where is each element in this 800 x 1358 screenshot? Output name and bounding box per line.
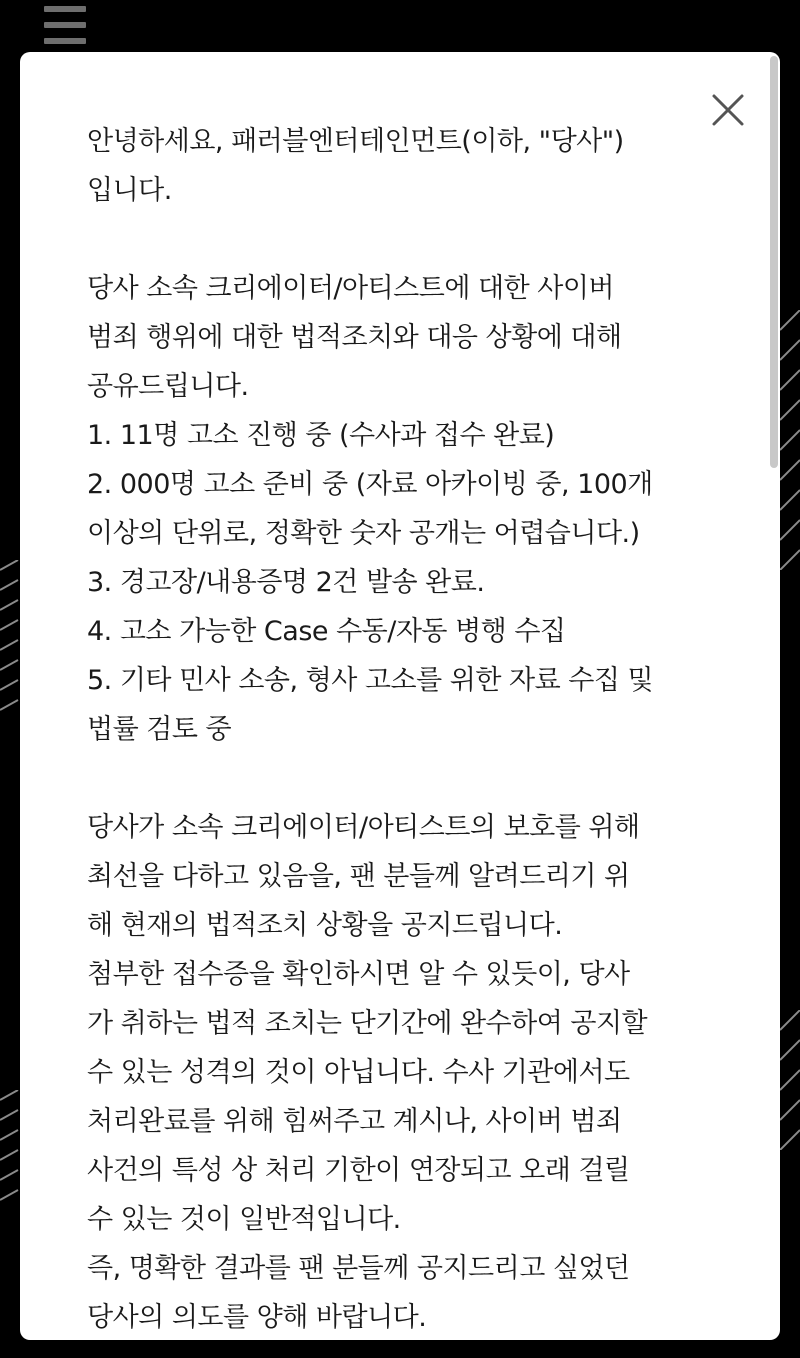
notice-line: 처리완료를 위해 힘써주고 계시나, 사이버 범죄 (87, 1106, 622, 1137)
background-pattern-right (780, 1010, 800, 1150)
blank-line (87, 215, 717, 264)
list-item: 3. 경고장/내용증명 2건 발송 완료. (87, 567, 485, 598)
notice-line: 공유드립니다. (87, 371, 249, 402)
notice-line: 해 현재의 법적조치 상황을 공지드립니다. (87, 910, 563, 941)
background-pattern-left (0, 1090, 20, 1210)
hamburger-bar (44, 6, 86, 12)
notice-line: 첨부한 접수증을 확인하시면 알 수 있듯이, 당사 (87, 959, 630, 990)
notice-line: 가 취하는 법적 조치는 단기간에 완수하여 공지할 (87, 1008, 648, 1039)
hamburger-bar (44, 38, 86, 44)
notice-line: 사건의 특성 상 처리 기한이 연장되고 오래 걸릴 (87, 1155, 630, 1186)
notice-line: 입니다. (87, 175, 172, 206)
blank-line (87, 754, 717, 803)
list-item: 법률 검토 중 (87, 714, 232, 745)
notice-line: 최선을 다하고 있음을, 팬 분들께 알려드리기 위 (87, 861, 630, 892)
list-item: 4. 고소 가능한 Case 수동/자동 병행 수집 (87, 616, 566, 647)
notice-line: 즉, 명확한 결과를 팬 분들께 공지드리고 싶었던 (87, 1253, 630, 1284)
list-item: 5. 기타 민사 소송, 형사 고소를 위한 자료 수집 및 (87, 665, 654, 696)
modal-scrollbar[interactable] (770, 56, 778, 468)
notice-line: 당사의 의도를 양해 바랍니다. (87, 1302, 427, 1333)
list-item: 이상의 단위로, 정확한 숫자 공개는 어렵습니다.) (87, 518, 640, 549)
list-item: 2. 000명 고소 준비 중 (자료 아카이빙 중, 100개 (87, 469, 653, 500)
list-item: 1. 11명 고소 진행 중 (수사과 접수 완료) (87, 420, 555, 451)
notice-line: 안녕하세요, 패러블엔터테인먼트(이하, "당사") (87, 126, 624, 157)
notice-line: 범죄 행위에 대한 법적조치와 대응 상황에 대해 (87, 322, 622, 353)
hamburger-bar (44, 22, 86, 28)
hamburger-menu-icon[interactable] (44, 6, 86, 44)
notice-line: 수 있는 성격의 것이 아닙니다. 수사 기관에서도 (87, 1057, 630, 1088)
notice-line: 당사 소속 크리에이터/아티스트에 대한 사이버 (87, 273, 614, 304)
background-pattern-left (0, 560, 20, 720)
notice-modal (20, 52, 780, 1340)
notice-text (87, 117, 717, 1340)
notice-line: 당사가 소속 크리에이터/아티스트의 보호를 위해 (87, 812, 640, 843)
background-pattern-right (780, 310, 800, 570)
notice-line: 수 있는 것이 일반적입니다. (87, 1204, 401, 1235)
